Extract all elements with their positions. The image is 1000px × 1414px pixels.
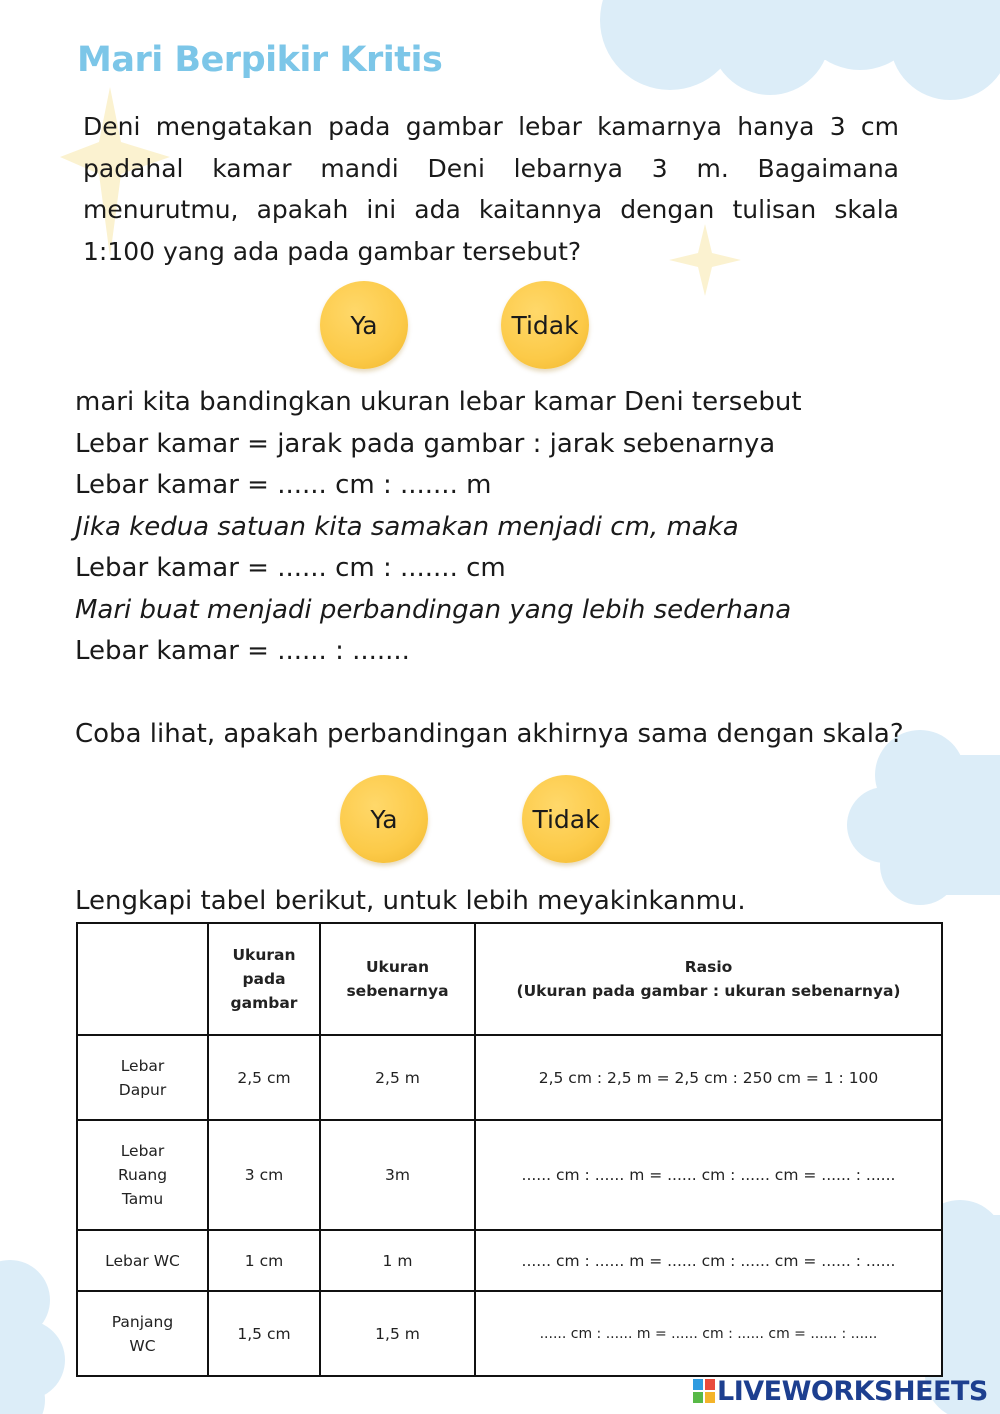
comparison-steps [75, 382, 955, 673]
no-button-2[interactable]: Tidak [522, 775, 610, 863]
header-drawing-size-label: Ukuran pada gambar [230, 946, 298, 1012]
row-label [77, 1035, 208, 1120]
yes-button-1[interactable]: Ya [320, 281, 408, 369]
ratio-table [76, 922, 943, 1377]
row-label [77, 1120, 208, 1230]
ratio-answer-field[interactable]: ...... cm : ...... m = ...... cm : ...... cm = ...... : ...... [475, 1230, 942, 1291]
row-label [77, 1291, 208, 1376]
row-label-text: Lebar Ruang Tamu [117, 1142, 168, 1208]
cloud-top-right [560, 0, 1000, 120]
header-ratio: Rasio (Ukuran pada gambar : ukuran sebenarnya) [475, 923, 942, 1035]
row-label-text: Lebar WC [105, 1251, 180, 1270]
step-line-1: mari kita bandingkan ukuran lebar kamar Deni tersebut [75, 387, 802, 417]
no-button-1[interactable]: Tidak [501, 281, 589, 369]
header-drawing-size [208, 923, 320, 1035]
table-row [77, 1035, 942, 1120]
step-line-3: Lebar kamar = ...... cm : ....... m [75, 470, 492, 500]
liveworksheets-logo-text: LIVEWORKSHEETS [717, 1375, 988, 1407]
row-label-text: Lebar Dapur [118, 1056, 167, 1099]
header-blank [77, 923, 208, 1035]
step-line-6: Mari buat menjadi perbandingan yang lebih sederhana [75, 594, 792, 625]
actual-size-cell: 1,5 m [320, 1291, 475, 1376]
row-label [77, 1230, 208, 1291]
step-line-5: Lebar kamar = ...... cm : ....... cm [75, 553, 506, 583]
table-header-row [77, 923, 942, 1035]
page-title: Mari Berpikir Kritis [77, 40, 443, 80]
actual-size-cell: 1 m [320, 1230, 475, 1291]
table-row [77, 1120, 942, 1230]
actual-size-cell: 3m [320, 1120, 475, 1230]
step-line-4: Jika kedua satuan kita samakan menjadi cm, maka [75, 511, 739, 542]
step-line-7: Lebar kamar = ...... : ....... [75, 636, 410, 666]
yes-button-2[interactable]: Ya [340, 775, 428, 863]
header-actual-size-label: Ukuran sebenarnya [346, 958, 449, 1000]
question-2: Coba lihat, apakah perbandingan akhirnya sama dengan skala? [75, 719, 904, 749]
ratio-answer-field[interactable]: ...... cm : ...... m = ...... cm : ...... cm = ...... : ...... [475, 1120, 942, 1230]
drawing-size-cell: 1,5 cm [208, 1291, 320, 1376]
cloud-left-bottom [0, 1240, 70, 1414]
step-line-2: Lebar kamar = jarak pada gambar : jarak sebenarnya [75, 428, 776, 459]
ratio-answer-field[interactable]: ...... cm : ...... m = ...... cm : ...... cm = ...... : ...... [475, 1291, 942, 1376]
actual-size-cell: 2,5 m [320, 1035, 475, 1120]
header-actual-size [320, 923, 475, 1035]
drawing-size-cell: 2,5 cm [208, 1035, 320, 1120]
liveworksheets-logo [693, 1373, 988, 1409]
row-label-text: Panjang WC [111, 1312, 174, 1355]
table-row [77, 1230, 942, 1291]
table-row [77, 1291, 942, 1376]
drawing-size-cell: 1 cm [208, 1230, 320, 1291]
question-paragraph: Deni mengatakan pada gambar lebar kamarnya hanya 3 cm padahal kamar mandi Deni lebarnya 3 m. Bagaimana menurutmu, apakah ini ada kaitannya dengan tulisan skala 1:100 yang ada pada gambar tersebut? [83, 112, 899, 266]
table-intro: Lengkapi tabel berikut, untuk lebih meyakinkanmu. [75, 886, 746, 916]
drawing-size-cell: 3 cm [208, 1120, 320, 1230]
liveworksheets-logo-icon [693, 1379, 715, 1403]
ratio-cell: 2,5 cm : 2,5 m = 2,5 cm : 250 cm = 1 : 100 [475, 1035, 942, 1120]
